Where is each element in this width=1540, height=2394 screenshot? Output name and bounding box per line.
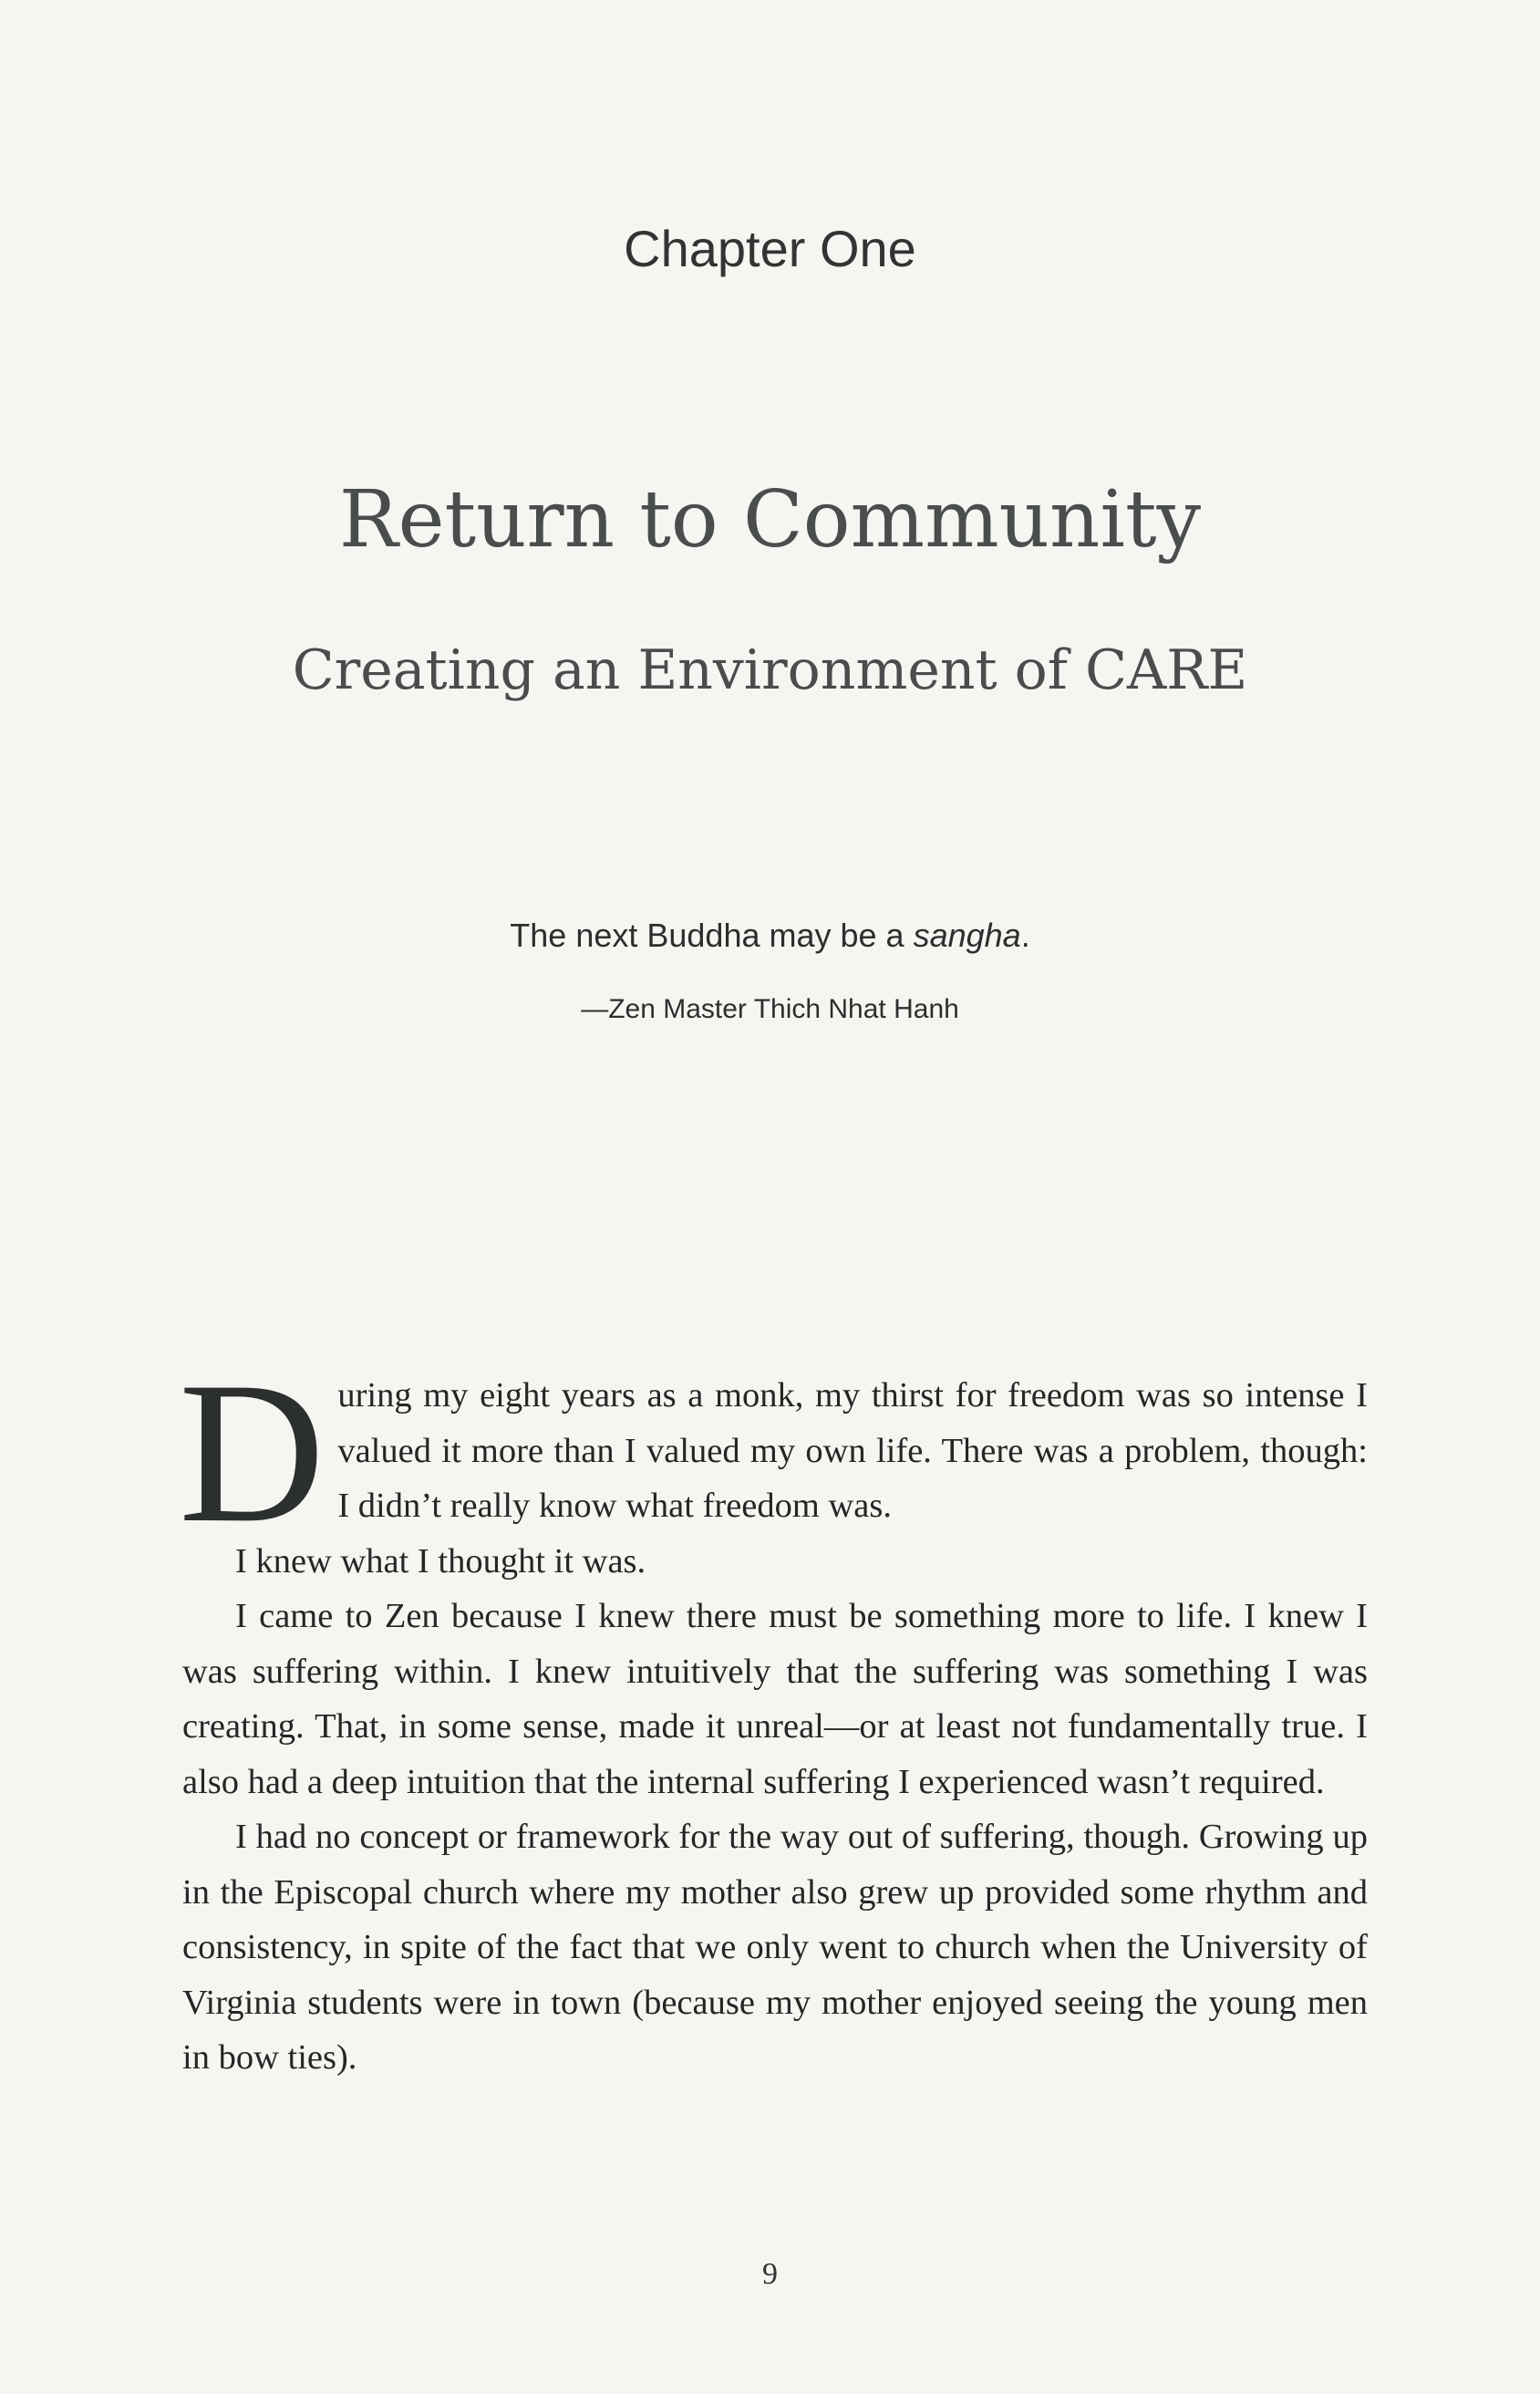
drop-cap: D: [179, 1341, 326, 1565]
chapter-subtitle: Creating an Environment of CARE: [292, 638, 1248, 702]
chapter-label: Chapter One: [624, 220, 916, 277]
first-paragraph-line-3: I didn’t really know what freedom was.: [337, 1487, 892, 1525]
page-number: 9: [762, 2257, 778, 2291]
first-paragraph-line-1: uring my eight years as a monk, my thirst for freedom was so intense I: [337, 1376, 1368, 1415]
epigraph-text-end: .: [1020, 917, 1030, 954]
epigraph: [0, 917, 1540, 955]
body-text: [179, 1341, 1368, 2086]
epigraph-attribution: —Zen Master Thich Nhat Hanh: [581, 994, 959, 1024]
paragraph: I knew what I thought it was.: [235, 1541, 646, 1580]
paragraph: I came to Zen because I knew there must be something more to life. I knew I was suffering within. I knew intuitively that the suffering was something I was creating. That, in some sense, made it unreal—or at least not fundamentally true. I also had a deep intuition that the internal suffering I experienced wasn’t required.: [182, 1597, 1368, 1801]
paragraph: I had no concept or framework for the way out of suffering, though. Growing up in the Episcopal church where my mother also grew up provided some rhythm and consistency, in spite of the fact that we only went to church when the University of Virginia students were in town (because my mother enjoyed seeing the young men in bow ties).: [182, 1818, 1368, 2077]
first-paragraph: [182, 1368, 1368, 1534]
epigraph-text: The next Buddha may be a: [510, 917, 914, 954]
chapter-title: Return to Community: [338, 474, 1202, 565]
first-paragraph-line-2: valued it more than I valued my own life. There was a problem, though:: [337, 1431, 1368, 1470]
epigraph-emphasis: sangha: [913, 917, 1021, 954]
